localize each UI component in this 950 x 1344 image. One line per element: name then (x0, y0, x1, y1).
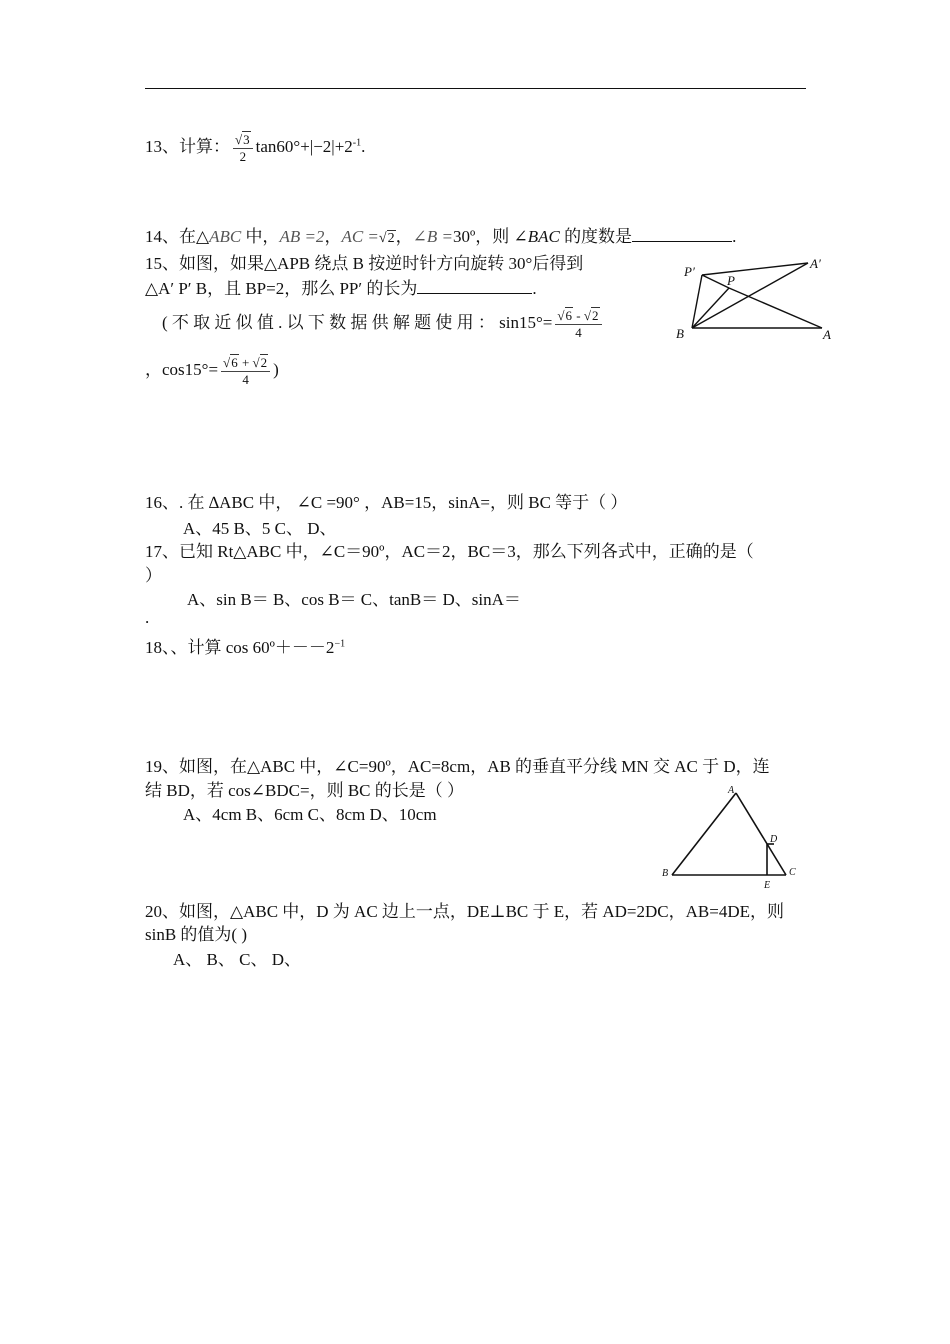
label-A-prime: A′ (810, 256, 821, 271)
stray-dot: . (145, 608, 150, 627)
label-E: E (764, 880, 771, 891)
label-P-prime: P′ (684, 264, 695, 279)
sin15-fraction: $\frac{√6 - √2}{4}$ (555, 309, 601, 340)
question-16: 16、. 在 ∆ABC 中， ∠C =90° ，AB=15，sinA=，则 BC 等于（ ） (145, 493, 628, 512)
segment-B-P-prime (692, 275, 702, 328)
label-B: B (662, 868, 669, 879)
question-15-line4: ，cos15°= $\frac{√6 + √2}{4}$ ) (145, 354, 279, 387)
question-17-line2: ） (145, 566, 162, 585)
question-19-line1: 19、如图，在△ABC 中，∠C=90º，AC=8cm，AB 的垂直平分线 MN 交 AC 于 D，连 (145, 757, 770, 776)
figure-19-triangle (658, 784, 803, 894)
segment-P-A (729, 288, 822, 328)
segment-B-A-prime (692, 263, 808, 328)
question-17-options: A、sin B＝ B、cos B＝ C、tanB＝ D、sinA＝ (187, 590, 521, 609)
label-A: A (823, 327, 831, 342)
question-19-options: A、4cm B、6cm C、8cm D、10cm (183, 805, 437, 824)
q13-expression: tan60°+|−2|+2 (255, 137, 353, 156)
question-20-line2: sinB 的值为( ) (145, 925, 247, 944)
question-20-line1: 20、如图，△ABC 中，D 为 AC 边上一点，DE⊥BC 于 E，若 AD=2DC，AB=4DE，则 (145, 902, 785, 921)
question-19-line2: 结 BD，若 cos∠BDC=，则 BC 的长是（ ） (145, 781, 464, 800)
question-15-line2: △A′ P′ B，且 BP=2，那么 PP′ 的长为 . (145, 279, 537, 298)
question-13: 13、计算： $\frac{√3}{2}$ $\tan 60^\circ+|-2|+2^{-1}$. (145, 131, 366, 164)
question-18: 18、、计算 $\cos 60º+--2^{-1}$ (145, 638, 346, 657)
q13-fraction: $\frac{√3}{2}$ (233, 133, 253, 164)
question-15-line1: 15、如图，如果△APB 绕点 B 按逆时针方向旋转 30°后得到 (145, 254, 584, 273)
label-C: C (789, 867, 796, 878)
label-B: B (676, 326, 684, 341)
side-AC (736, 793, 786, 875)
segment-P-prime-A-prime (702, 263, 808, 275)
figure-15-rotation-diagram (672, 252, 842, 344)
label-P: P (727, 273, 735, 288)
q15-answer-blank[interactable] (417, 279, 532, 294)
question-17-line1: 17、已知 Rt△ABC 中，∠C＝90º，AC＝2，BC＝3，那么下列各式中，正确的是（ (145, 542, 754, 561)
segment-B-P (692, 288, 729, 328)
header-rule (145, 88, 806, 89)
cos15-fraction: $\frac{√6 + √2}{4}$ (221, 356, 270, 387)
question-16-options: A、45 B、5 C、 D、 (183, 519, 337, 538)
q13-exponent: -1 (352, 137, 362, 149)
segment-P-prime-P (702, 275, 729, 288)
side-AB (672, 793, 736, 875)
question-20-options: A、 B、 C、 D、 (173, 950, 301, 969)
label-D: D (770, 834, 778, 845)
q14-answer-blank[interactable] (632, 227, 732, 242)
question-14: 14、在△ABC 中，AB =2，AC =√2，∠B =30º，则 ∠BAC 的度数是 . (145, 227, 737, 246)
q13-label: 13、计算： (145, 137, 230, 156)
question-15-line3: ( 不 取 近 似 值 . 以 下 数 据 供 解 题 使 用 ： sin15°= $\frac{√6 - √2}{4}$ (162, 308, 605, 340)
label-A: A (728, 785, 735, 796)
